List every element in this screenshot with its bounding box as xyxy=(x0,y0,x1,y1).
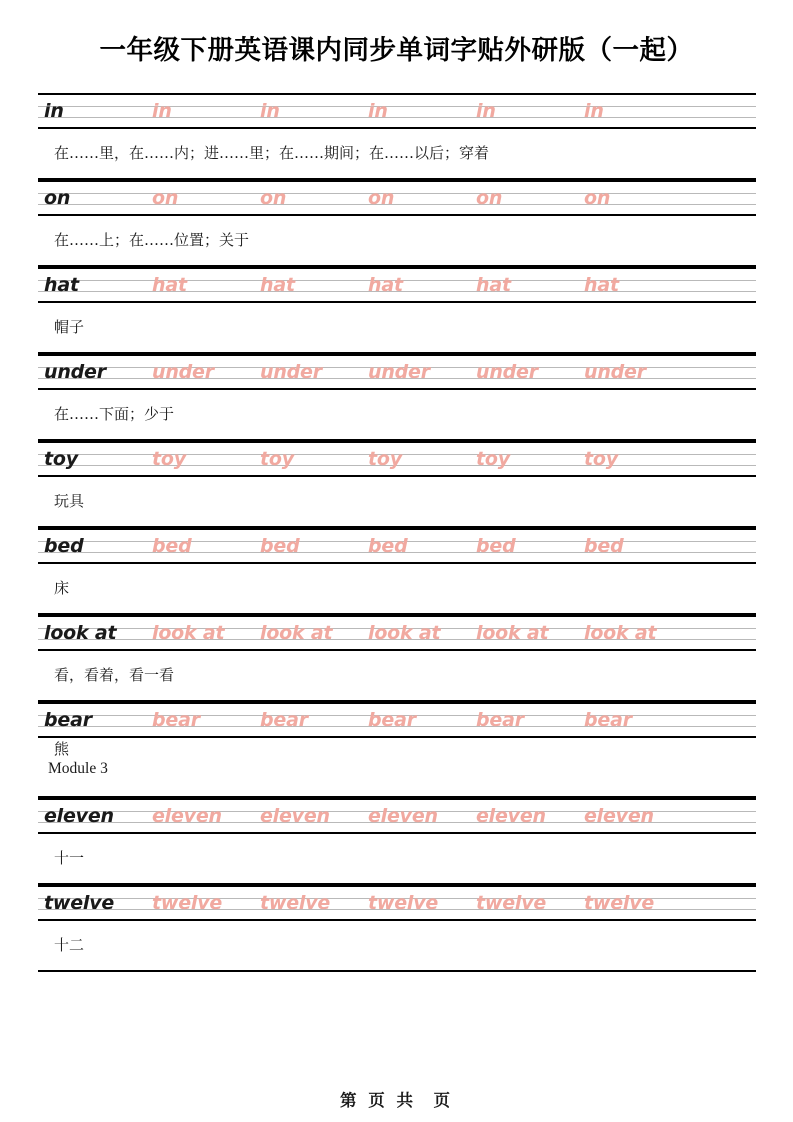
word-track xyxy=(38,530,756,562)
word-trace: eleven xyxy=(584,804,654,827)
word-trace: bed xyxy=(368,534,408,557)
word-trace: under xyxy=(152,360,214,383)
word-trace: look at xyxy=(476,621,549,644)
word-trace: under xyxy=(476,360,538,383)
word-trace: twelve xyxy=(584,891,655,914)
word-trace: on xyxy=(260,186,287,209)
word-model: bear xyxy=(44,708,92,731)
word-trace: bed xyxy=(152,534,192,557)
meaning-row xyxy=(38,651,756,702)
word-staff-row xyxy=(38,885,756,921)
word-trace: under xyxy=(260,360,322,383)
meaning-text: 在……里，在……内；进……里；在……期间；在……以后；穿着 xyxy=(54,144,490,163)
word-trace: bed xyxy=(476,534,516,557)
word-trace: hat xyxy=(260,273,295,296)
word-model: twelve xyxy=(44,891,115,914)
meaning-text: 十一 xyxy=(54,849,85,868)
word-track xyxy=(38,443,756,475)
meaning-text: 玩具 xyxy=(54,492,85,511)
word-track xyxy=(38,269,756,301)
word-trace: bear xyxy=(260,708,308,731)
word-trace: hat xyxy=(368,273,403,296)
word-trace: in xyxy=(476,99,496,122)
word-model: look at xyxy=(44,621,117,644)
word-model: hat xyxy=(44,273,79,296)
word-trace: look at xyxy=(260,621,333,644)
word-trace: toy xyxy=(584,447,618,470)
meaning-text: 在……上；在……位置；关于 xyxy=(54,231,250,250)
word-model: on xyxy=(44,186,71,209)
page-title: 一年级下册英语课内同步单词字贴外研版（一起） xyxy=(99,35,694,66)
word-staff-row xyxy=(38,180,756,216)
word-trace: in xyxy=(584,99,604,122)
word-track xyxy=(38,704,756,736)
word-trace: toy xyxy=(152,447,186,470)
meaning-row xyxy=(38,390,756,441)
word-staff-row xyxy=(38,93,756,129)
meaning-row xyxy=(38,564,756,615)
word-trace: hat xyxy=(584,273,619,296)
word-track xyxy=(38,617,756,649)
word-track xyxy=(38,887,756,919)
word-trace: under xyxy=(368,360,430,383)
word-trace: eleven xyxy=(476,804,546,827)
word-trace: on xyxy=(476,186,503,209)
word-staff-row xyxy=(38,528,756,564)
meaning-text: 看，看着，看一看 xyxy=(54,666,175,685)
word-trace: eleven xyxy=(152,804,222,827)
word-trace: hat xyxy=(476,273,511,296)
word-trace: bear xyxy=(476,708,524,731)
word-staff-row xyxy=(38,615,756,651)
word-trace: bear xyxy=(152,708,200,731)
word-model: under xyxy=(44,360,106,383)
word-trace: look at xyxy=(152,621,225,644)
word-model: toy xyxy=(44,447,78,470)
word-trace: in xyxy=(368,99,388,122)
word-trace: twelve xyxy=(476,891,547,914)
meaning-text: 十二 xyxy=(54,936,85,955)
word-trace: twelve xyxy=(260,891,331,914)
meaning-row xyxy=(38,216,756,267)
word-practice-table xyxy=(38,93,756,972)
word-track xyxy=(38,356,756,388)
word-trace: toy xyxy=(368,447,402,470)
meaning-row xyxy=(38,738,756,798)
word-trace: on xyxy=(152,186,179,209)
meaning-row xyxy=(38,477,756,528)
module-label: Module 3 xyxy=(48,759,108,777)
word-trace: in xyxy=(260,99,280,122)
word-staff-row xyxy=(38,441,756,477)
word-trace: hat xyxy=(152,273,187,296)
word-trace: on xyxy=(584,186,611,209)
word-trace: twelve xyxy=(368,891,439,914)
word-model: eleven xyxy=(44,804,114,827)
page-footer: 第 页 共 页 xyxy=(340,1091,453,1110)
word-trace: in xyxy=(152,99,172,122)
word-trace: look at xyxy=(368,621,441,644)
word-trace: bear xyxy=(584,708,632,731)
word-trace: eleven xyxy=(260,804,330,827)
word-track xyxy=(38,95,756,127)
word-model: in xyxy=(44,99,64,122)
word-trace: under xyxy=(584,360,646,383)
word-trace: bear xyxy=(368,708,416,731)
meaning-text: 在……下面；少于 xyxy=(54,405,175,424)
meaning-text: 床 xyxy=(54,579,70,598)
meaning-row xyxy=(38,834,756,885)
meaning-row xyxy=(38,129,756,180)
word-staff-row xyxy=(38,354,756,390)
word-trace: bed xyxy=(584,534,624,557)
word-staff-row xyxy=(38,798,756,834)
word-model: bed xyxy=(44,534,84,557)
meaning-row xyxy=(38,303,756,354)
word-trace: on xyxy=(368,186,395,209)
word-trace: eleven xyxy=(368,804,438,827)
word-track xyxy=(38,800,756,832)
meaning-text: 帽子 xyxy=(54,318,85,337)
word-trace: twelve xyxy=(152,891,223,914)
word-track xyxy=(38,182,756,214)
word-staff-row xyxy=(38,702,756,738)
word-trace: toy xyxy=(260,447,294,470)
word-trace: bed xyxy=(260,534,300,557)
word-trace: toy xyxy=(476,447,510,470)
word-trace: look at xyxy=(584,621,657,644)
meaning-row xyxy=(38,921,756,972)
word-staff-row xyxy=(38,267,756,303)
meaning-text: 熊 xyxy=(54,740,70,758)
